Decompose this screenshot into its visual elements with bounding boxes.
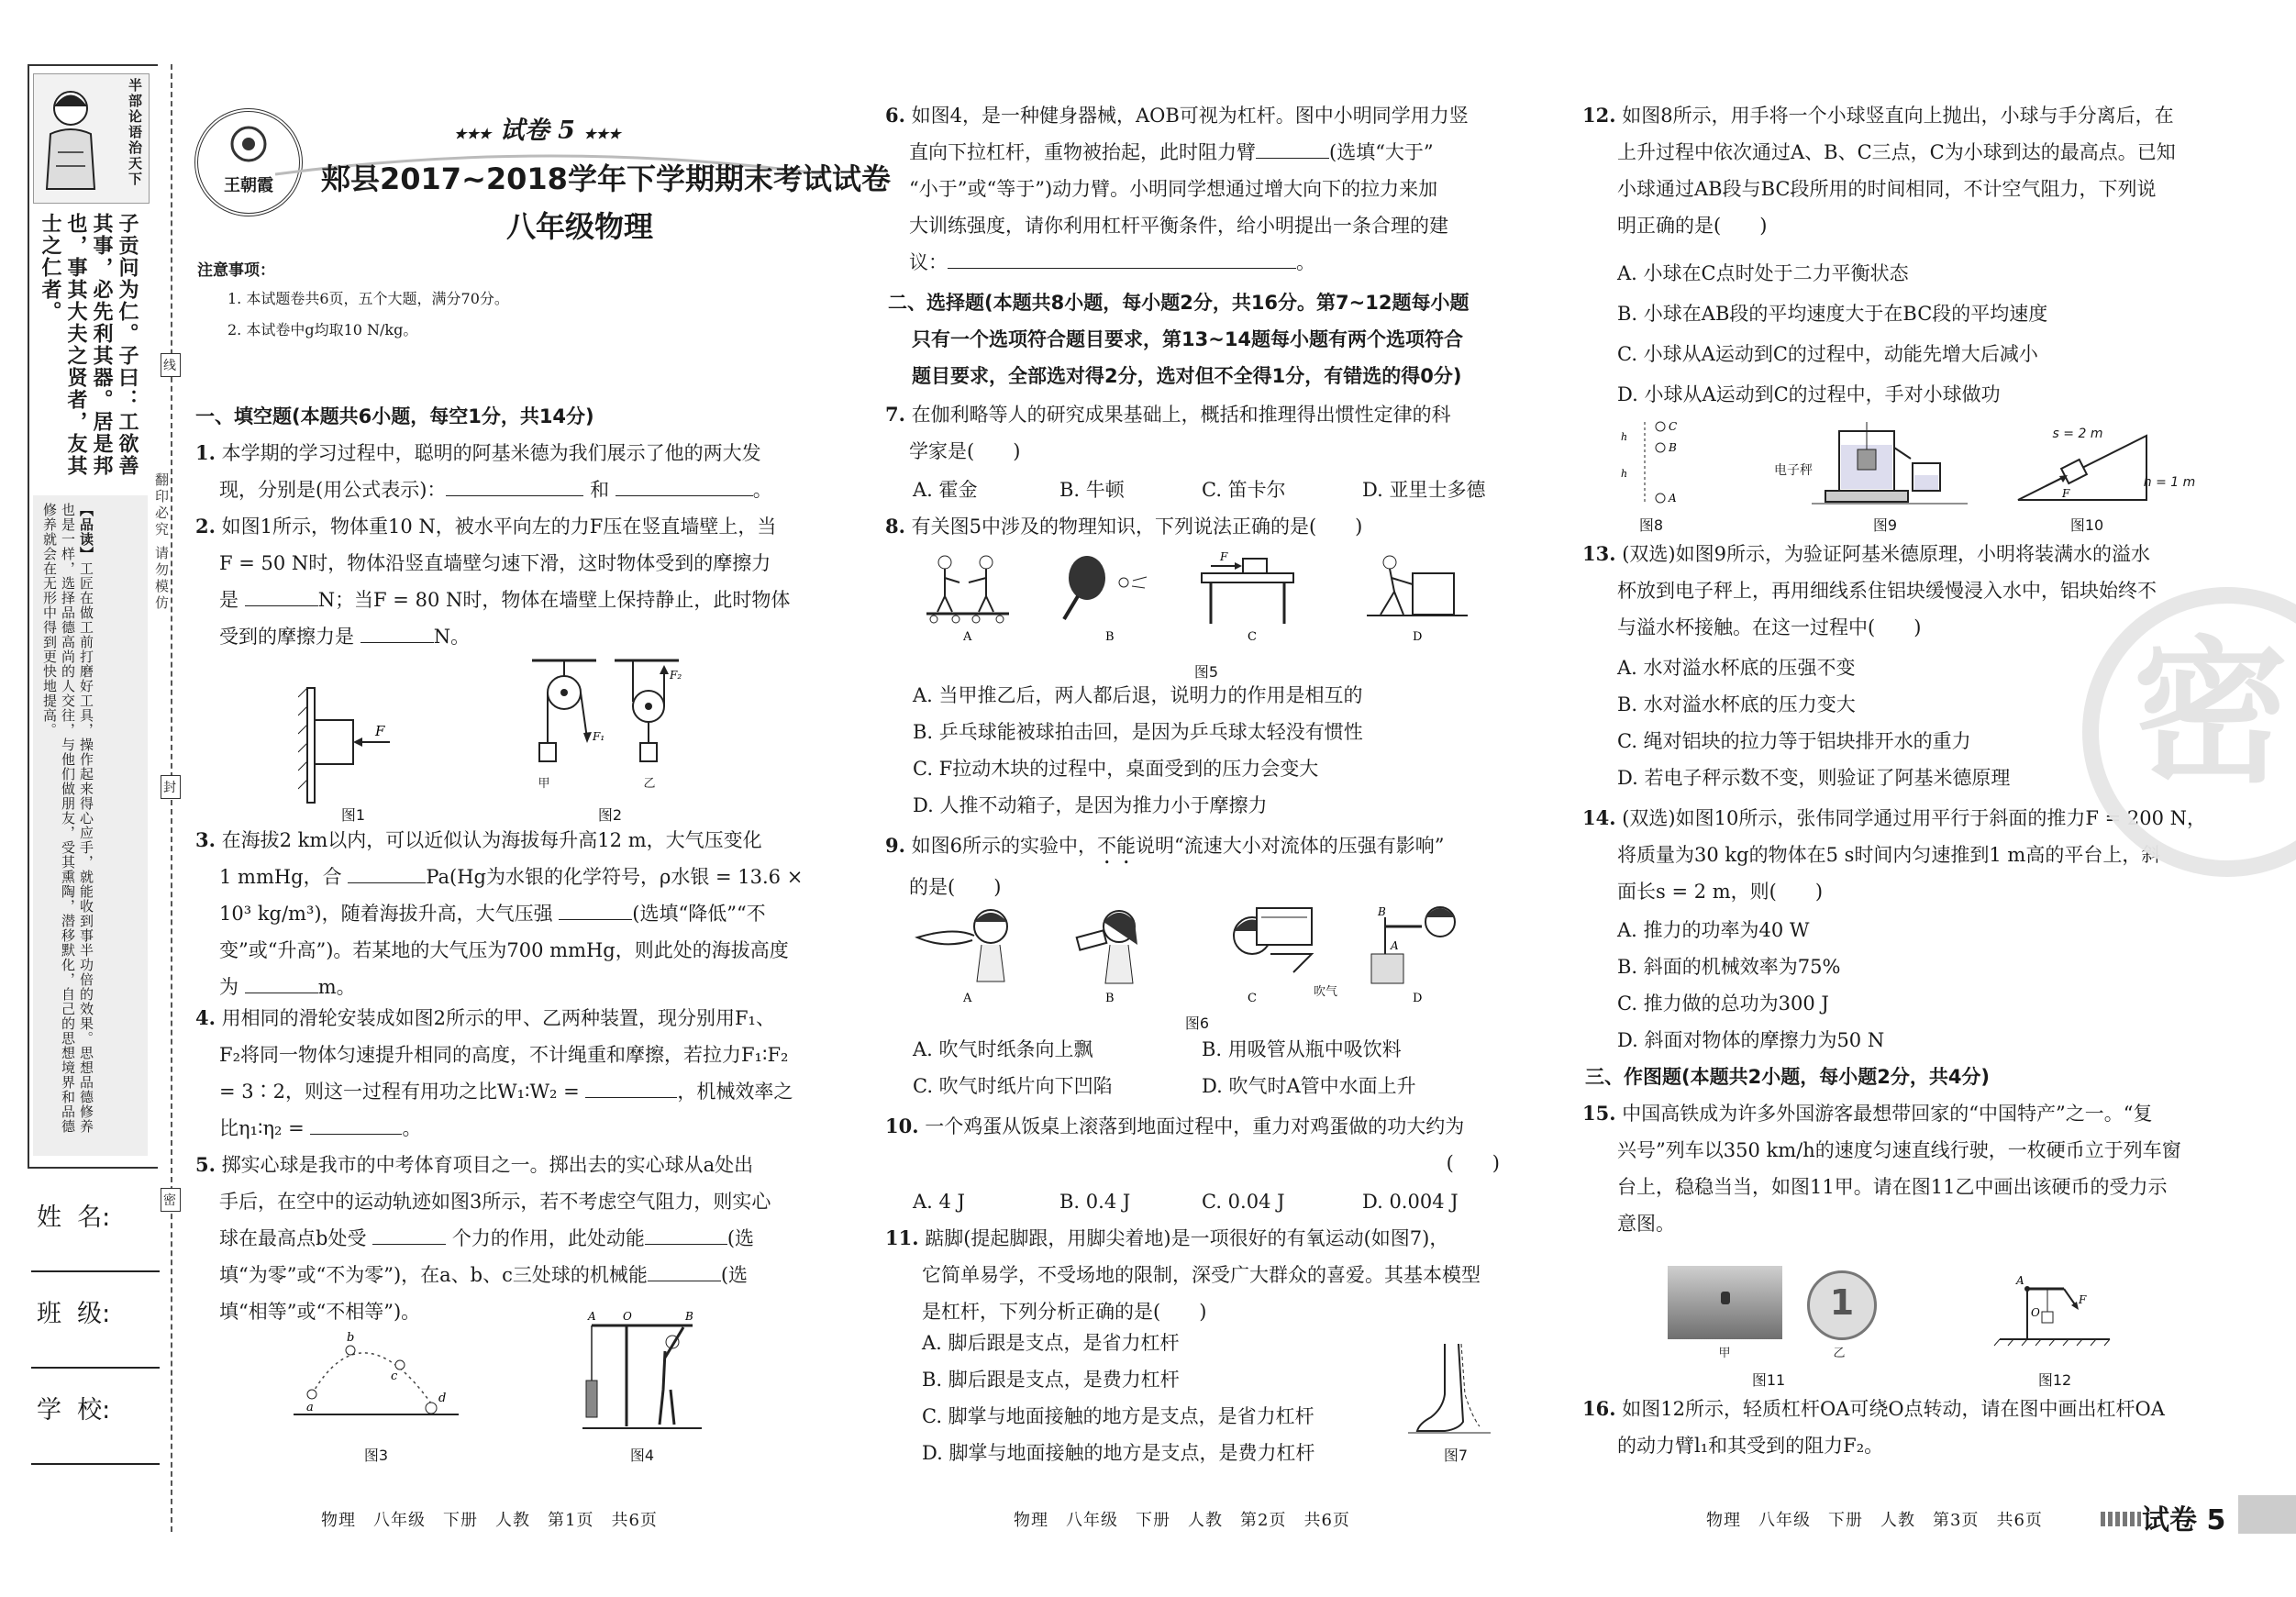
q3-no: 3. <box>195 828 216 851</box>
q12-line3: 小球通过AB段与BC段所用的时间相同，不计空气阻力，下列说 <box>1617 178 2157 200</box>
section3-title: 三、作图题(本题共2小题，每小题2分，共4分) <box>1585 1066 1991 1088</box>
svg-text:F: F <box>2062 487 2070 500</box>
q16-no: 16. <box>1582 1397 1616 1420</box>
section2-title <box>888 284 1521 394</box>
q11-option-c[interactable]: C. 脚掌与地面接触的地方是支点，是省力杠杆 <box>922 1405 1314 1427</box>
figure-12 <box>1991 1270 2119 1353</box>
svg-text:A: A <box>1669 492 1677 505</box>
svg-text:c: c <box>391 1370 398 1383</box>
q1-no: 1. <box>195 441 216 464</box>
footer-page-2: 物理 八年级 下册 人教 第2页 共6页 <box>1014 1511 1350 1530</box>
notes-item-1: 1. 本试题卷共6页，五个大题，满分70分。 <box>227 290 509 307</box>
q1-and: 和 <box>590 479 610 501</box>
q5-line5: 填“相等”或“不相等”)。 <box>219 1301 421 1323</box>
fig12-caption: 图12 <box>2037 1371 2072 1389</box>
q9-emphasis: 不能 <box>1097 835 1136 857</box>
figure-4 <box>582 1307 702 1436</box>
q10-no: 10. <box>885 1115 919 1137</box>
q9-option-d[interactable]: D. 吹气时A管中水面上升 <box>1202 1075 1416 1097</box>
q6-line5b: 。 <box>1296 251 1315 273</box>
logo-text: 王朝霞 <box>224 176 273 195</box>
q2-line3a: 是 <box>219 589 238 611</box>
q6-line4: 大训练强度，请你利用杠杆平衡条件，给小明提出一条合理的建 <box>909 215 1448 237</box>
q14-line3: 面长s = 2 m，则( ) <box>1617 881 1824 903</box>
coin-value: 1 <box>1829 1282 1855 1323</box>
fig6-caption: 图6 <box>1184 1015 1210 1032</box>
class-field-label: 班 级: <box>37 1300 111 1328</box>
q12-option-d[interactable]: D. 小球从A运动到C的过程中，手对小球做功 <box>1617 383 2001 405</box>
school-field-label: 学 校: <box>37 1396 111 1425</box>
q5-blank-1[interactable] <box>372 1244 446 1245</box>
svg-text:C: C <box>1669 420 1678 433</box>
q10-line1: 一个鸡蛋从饭桌上滚落到地面过程中，重力对鸡蛋做的功大约为 <box>925 1115 1465 1137</box>
section1-title: 一、填空题(本题共6小题，每空1分，共14分) <box>195 405 594 427</box>
q15-no: 15. <box>1582 1102 1616 1125</box>
svg-text:A: A <box>963 992 972 1004</box>
q10-option-d[interactable]: D. 0.004 J <box>1362 1191 1459 1213</box>
q9-option-a[interactable]: A. 吹气时纸条向上飘 <box>913 1038 1093 1060</box>
footer-gray-bar <box>2238 1495 2296 1534</box>
q9-option-c[interactable]: C. 吹气时纸片向下凹陷 <box>913 1075 1113 1097</box>
q8-no: 8. <box>885 515 905 538</box>
fig2-F2-label: F₂ <box>670 669 682 682</box>
fig9-scale-label: 电子秤 <box>1774 463 1813 478</box>
svg-text:B: B <box>1378 905 1386 918</box>
q1-blank-1[interactable] <box>446 495 583 496</box>
fig11-label-jia: 甲 <box>1718 1347 1731 1360</box>
q2-blank-1[interactable] <box>245 605 318 606</box>
q3-line3b: (选填“降低”“不 <box>632 903 766 925</box>
q5-blank-2[interactable] <box>645 1244 727 1245</box>
q13-option-a[interactable]: A. 水对溢水杯底的压强不变 <box>1617 657 1856 679</box>
figure-11-coin <box>1807 1270 1877 1340</box>
q4-line2: F₂将同一物体匀速提升相同的高度，不计绳重和摩擦，若拉力F₁∶F₂ <box>219 1044 789 1066</box>
fig5-c <box>1202 550 1293 644</box>
q7-line1: 在伽利略等人的研究成果基础上，概括和推理得出惯性定律的科 <box>911 404 1451 426</box>
q12-line1: 如图8所示，用手将一个小球竖直向上抛出，小球与手分离后，在 <box>1622 105 2174 127</box>
exam-subtitle: 八年级物理 <box>506 209 654 244</box>
figure-11-photo <box>1668 1266 1782 1339</box>
q7-option-a[interactable]: A. 霍金 <box>913 479 978 501</box>
footer-squares <box>2101 1512 2141 1526</box>
q9-no: 9. <box>885 834 905 857</box>
q5-line1: 掷实心球是我市的中考体育项目之一。掷出去的实心球从a处出 <box>221 1154 754 1176</box>
q14-line2: 将质量为30 kg的物体在5 s时间内匀速推到1 m高的平台上，斜 <box>1617 844 2161 866</box>
q11-line2: 它简单易学，不受场地的限制，深受广大群众的喜爱。其基本模型 <box>922 1264 1481 1286</box>
svg-text:C: C <box>1248 630 1257 644</box>
q7-option-c[interactable]: C. 笛卡尔 <box>1202 479 1286 501</box>
svg-text:B: B <box>1669 441 1677 454</box>
q2-line3b: N；当F = 80 N时，物体在墙壁上保持静止，此时物体 <box>317 589 791 611</box>
fig1-caption: 图1 <box>340 806 366 824</box>
q5-line2: 手后，在空中的运动轨迹如图3所示，若不考虑空气阻力，则实心 <box>219 1191 771 1213</box>
svg-text:d: d <box>438 1392 447 1405</box>
svg-text:D: D <box>1413 630 1423 644</box>
section2-line3: 题目要求，全部选对得2分，选对但不全得1分，有错选的得0分) <box>912 365 1462 387</box>
q16-line2: 的动力臂l₁和其受到的阻力F₂。 <box>1617 1435 1884 1457</box>
section2-line1: 二、选择题(本题共8小题，每小题2分，共16分。第7~12题每小题 <box>888 292 1470 314</box>
q12-line2: 上升过程中依次通过A、B、C三点，C为小球到达的最高点。已知 <box>1617 141 2176 163</box>
q4-blank-2[interactable] <box>310 1134 402 1135</box>
q3-line1: 在海拔2 km以内，可以近似认为海拔每升高12 m，大气压变化 <box>221 829 762 851</box>
fig11-label-yi: 乙 <box>1833 1347 1846 1360</box>
q4-line3b: ，机械效率之 <box>677 1081 793 1103</box>
fig2-label-jia: 甲 <box>538 777 550 791</box>
fig9-caption: 图9 <box>1872 516 1898 534</box>
sidebar-comment <box>40 503 95 1145</box>
q10-line2: ( ) <box>1446 1152 1500 1174</box>
exam-title: 郏县2017~2018学年下学期期末考试试卷 <box>321 161 891 196</box>
q14-line1: (双选)如图10所示，张伟同学通过用平行于斜面的推力F = 200 N， <box>1622 807 2206 829</box>
q9-line2: 的是( ) <box>909 876 1002 898</box>
q12-no: 12. <box>1582 104 1616 127</box>
figure-1 <box>298 679 408 807</box>
section2-line2: 只有一个选项符合题目要求，第13~14题每小题有两个选项符合 <box>912 328 1464 350</box>
q5-line4b: (选 <box>720 1264 749 1286</box>
svg-text:A: A <box>2016 1274 2024 1287</box>
star-decoration: ★★★ <box>454 126 492 142</box>
svg-text:A: A <box>963 630 972 644</box>
q2-line4b: N。 <box>433 626 471 648</box>
q13-line1: (双选)如图9所示，为验证阿基米德原理，小明将装满水的溢水 <box>1622 543 2150 565</box>
q13-line3: 与溢水杯接触。在这一过程中( ) <box>1617 616 1922 638</box>
svg-text:O: O <box>2031 1306 2040 1319</box>
q5-line3b: 个力的作用，此处动能 <box>451 1227 645 1249</box>
q13-option-d[interactable]: D. 若电子秤示数不变，则验证了阿基米德原理 <box>1617 767 2011 789</box>
q9-line1c: 说明“流速大小对流体的压强有影响” <box>1136 835 1445 857</box>
q13-no: 13. <box>1582 542 1616 565</box>
watermark-text: 密 <box>2132 623 2289 804</box>
q5-line4a: 填“为零”或“不为零”)，在a、b、c三处球的机械能 <box>219 1264 648 1286</box>
figure-9 <box>1812 422 1977 509</box>
q2-line1: 如图1所示，物体重10 N，被水平向左的力F压在竖直墙壁上，当 <box>221 516 777 538</box>
q11-option-a[interactable]: A. 脚后跟是支点，是省力杠杆 <box>922 1332 1180 1354</box>
footer-paper-tag: 试卷 5 <box>2142 1504 2226 1536</box>
q11 <box>885 1220 1527 1330</box>
svg-text:C: C <box>1248 992 1257 1004</box>
q8-option-c[interactable]: C. F拉动木块的过程中，桌面受到的压力会变大 <box>913 758 1319 780</box>
figure-5 <box>917 546 1486 647</box>
q14-no: 14. <box>1582 806 1616 829</box>
q5-no: 5. <box>195 1153 216 1176</box>
q12-line4: 明正确的是( ) <box>1617 215 1768 237</box>
q9-line1a: 如图6所示的实验中， <box>911 835 1097 857</box>
q1-line2: 现，分别是(用公式表示)： <box>219 479 447 501</box>
coin-on-sill <box>1721 1292 1730 1304</box>
svg-text:O: O <box>623 1310 632 1323</box>
q4-line1: 用相同的滑轮安装成如图2所示的甲、乙两种装置，现分别用F₁、 <box>221 1007 775 1029</box>
fig8-caption: 图8 <box>1638 516 1664 534</box>
q13-option-b[interactable]: B. 水对溢水杯底的压力变大 <box>1617 693 1856 715</box>
q7-option-d[interactable]: D. 亚里士多德 <box>1362 479 1486 501</box>
q1-blank-2[interactable] <box>616 495 753 496</box>
q10 <box>885 1108 1527 1181</box>
svg-text:A: A <box>588 1310 596 1323</box>
sidebar-quote: 子贡问为仁。子曰：工欲善其事，必先利其器。居是邦也，事其大夫之贤者，友其士之仁者。 <box>39 213 139 477</box>
q10-option-c[interactable]: C. 0.04 J <box>1202 1191 1285 1213</box>
footer-page-3: 物理 八年级 下册 人教 第3页 共6页 <box>1706 1511 2043 1530</box>
q6-line2b: (选填“大于” <box>1329 141 1434 163</box>
fig5-b <box>1064 556 1147 644</box>
q13-option-c[interactable]: C. 绳对铝块的拉力等于铝块排开水的重力 <box>1617 730 1971 752</box>
q2-no: 2. <box>195 515 216 538</box>
q3-line4: 变”或“升高”)。若某地的大气压为700 mmHg，则此处的海拔高度 <box>219 939 789 961</box>
q12 <box>1582 97 2224 244</box>
q7-no: 7. <box>885 403 905 426</box>
q5-line3c: (选 <box>727 1227 755 1249</box>
svg-text:b: b <box>347 1331 355 1345</box>
q15-line2: 兴号”列车以350 km/h的速度匀速直线行驶，一枚硬币立于列车窗 <box>1617 1139 2181 1161</box>
name-field-line[interactable] <box>31 1270 160 1272</box>
q8-option-b[interactable]: B. 乒乓球能被球拍击回，是因为乒乓球太轻没有惯性 <box>913 721 1363 743</box>
q3-blank-1[interactable] <box>348 882 426 883</box>
q16 <box>1582 1391 2243 1464</box>
q1-text: 本学期的学习过程中，聪明的阿基米德为我们展示了他的两大发 <box>221 442 761 464</box>
q5 <box>195 1147 828 1330</box>
q11-option-b[interactable]: B. 脚后跟是支点，是费力杠杆 <box>922 1369 1180 1391</box>
fig10-caption: 图10 <box>2069 516 2104 534</box>
star-decoration: ★★★ <box>583 126 621 142</box>
q15 <box>1582 1095 2224 1242</box>
svg-text:h: h <box>1621 468 1628 480</box>
svg-text:B: B <box>685 1310 693 1323</box>
q15-line4: 意图。 <box>1617 1213 1675 1235</box>
cut-mark-3: 密 <box>161 1188 181 1212</box>
q4-blank-1[interactable] <box>585 1097 677 1098</box>
figure-7 <box>1408 1339 1491 1440</box>
q13-line2: 杯放到电子秤上，再用细线系住铝块缓慢浸入水中，铝块始终不 <box>1617 580 2157 602</box>
q6-line5a: 议： <box>909 251 948 273</box>
fig5-d <box>1367 556 1468 644</box>
q6-line1: 如图4，是一种健身器械，AOB可视为杠杆。图中小明同学用力竖 <box>911 105 1469 127</box>
fig6-c <box>1234 908 1312 1004</box>
q14-option-c[interactable]: C. 推力做的总功为300 J <box>1617 993 1829 1015</box>
q14-option-d[interactable]: D. 斜面对物体的摩擦力为50 N <box>1617 1029 1885 1051</box>
q15-line3: 台上，稳稳当当，如图11甲。请在图11乙中画出该硬币的受力示 <box>1617 1176 2168 1198</box>
svg-text:B: B <box>1105 992 1115 1004</box>
q7-line2: 学家是( ) <box>909 440 1021 462</box>
fig3-caption: 图3 <box>363 1447 389 1464</box>
figure-3 <box>294 1321 459 1431</box>
badge-text: 半部论语治天下 <box>127 78 143 187</box>
q2-blank-2[interactable] <box>360 642 434 643</box>
fig6-a <box>917 910 1007 1004</box>
q8 <box>885 508 1527 545</box>
class-field-line[interactable] <box>31 1367 160 1369</box>
q10-option-b[interactable]: B. 0.4 J <box>1059 1191 1131 1213</box>
q11-option-d[interactable]: D. 脚掌与地面接触的地方是支点，是费力杠杆 <box>922 1442 1315 1464</box>
q16-line1: 如图12所示，轻质杠杆OA可绕O点转动，请在图中画出杠杆OA <box>1622 1398 2165 1420</box>
q8-option-d[interactable]: D. 人推不动箱子，是因为推力小于摩擦力 <box>913 794 1268 816</box>
q8-line1: 有关图5中涉及的物理知识，下列说法正确的是( ) <box>911 516 1363 538</box>
q9 <box>885 827 1527 905</box>
fig5-caption: 图5 <box>1193 663 1219 681</box>
q12-option-c[interactable]: C. 小球从A运动到C的过程中，动能先增大后减小 <box>1617 343 2038 365</box>
q3-line5a: 为 <box>219 976 238 998</box>
q6-no: 6. <box>885 104 905 127</box>
fig2-label-yi: 乙 <box>643 777 656 791</box>
scholar-illustration <box>34 79 107 198</box>
q1 <box>195 435 819 508</box>
school-field-line[interactable] <box>31 1463 160 1465</box>
q1-end: 。 <box>752 479 772 501</box>
name-field-label: 姓 名: <box>37 1203 111 1232</box>
comment-body: 工匠在做工前打磨好工具，操作起来得心应手，就能收到事半功倍的效果。思想品德修养也是一样，选择品德高尚的人交往，与他们做朋友，受其熏陶，潜移默化，自己的思想境界和品德修养就会在无形中得到更快地提高。 <box>41 503 94 1134</box>
fig4-caption: 图4 <box>629 1447 655 1464</box>
notice-text: 翻印必究 请勿模仿 <box>153 472 170 612</box>
q4-line3a: = 3∶2，则这一过程有用功之比W₁∶W₂ = <box>219 1081 580 1103</box>
fig6-b <box>1077 911 1137 1004</box>
svg-text:F: F <box>1220 550 1228 563</box>
fig6-d <box>1371 905 1455 1004</box>
figure-8 <box>1619 417 1692 509</box>
fig10-h-label: h = 1 m <box>2143 475 2196 490</box>
fig7-caption: 图7 <box>1443 1447 1469 1464</box>
svg-text:B: B <box>1105 630 1115 644</box>
q11-no: 11. <box>885 1226 919 1249</box>
sidebar-badge <box>33 73 150 204</box>
q4-line4a: 比η₁∶η₂ = <box>219 1117 305 1139</box>
q3-line5b: m。 <box>317 976 356 998</box>
cut-mark-2: 封 <box>161 775 181 799</box>
q3-line3a: 10³ kg/m³)，随着海拔升高，大气压强 <box>219 903 553 925</box>
q11-line1: 踮脚(提起脚跟，用脚尖着地)是一项很好的有氧运动(如图7)， <box>925 1227 1449 1249</box>
q3-line2b: Pa(Hg为水银的化学符号，ρ水银 = 13.6 × <box>426 866 804 888</box>
paper-number <box>454 110 621 146</box>
fig10-s-label: s = 2 m <box>2052 427 2103 441</box>
paper-number-text: 试卷 5 <box>499 116 575 145</box>
fig6-blow-label: 吹气 <box>1313 985 1337 999</box>
q3-line2a: 1 mmHg，合 <box>219 866 342 888</box>
q4 <box>195 1000 828 1147</box>
q6-blank-1[interactable] <box>1256 158 1329 159</box>
q4-line4b: 。 <box>402 1117 422 1139</box>
q6-blank-2[interactable] <box>948 268 1296 269</box>
svg-text:F: F <box>2079 1293 2087 1306</box>
notes-item-2: 2. 本试卷中g均取10 N/kg。 <box>227 321 418 338</box>
cut-mark-1: 线 <box>161 353 181 377</box>
notes-title: 注意事项： <box>197 261 275 280</box>
q2-line4a: 受到的摩擦力是 <box>219 626 354 648</box>
svg-text:h: h <box>1621 431 1628 443</box>
q9-option-b[interactable]: B. 用吸管从瓶中吸饮料 <box>1202 1038 1402 1060</box>
q12-option-b[interactable]: B. 小球在AB段的平均速度大于在BC段的平均速度 <box>1617 303 2048 325</box>
q12-option-a[interactable]: A. 小球在C点时处于二力平衡状态 <box>1617 262 1909 284</box>
fig2-F1-label: F₁ <box>593 730 605 743</box>
comment-title: 【品读】 <box>78 503 94 561</box>
svg-text:D: D <box>1413 992 1423 1004</box>
q6 <box>885 97 1527 281</box>
q11-line3: 是杠杆，下列分析正确的是( ) <box>922 1301 1207 1323</box>
fig2-caption: 图2 <box>597 806 623 824</box>
q6-line3: “小于”或“等于”)动力臂。小明同学想通过增大向下的拉力来加 <box>909 178 1438 200</box>
svg-text:A: A <box>1391 939 1399 952</box>
svg-text:a: a <box>306 1401 314 1414</box>
q15-line1: 中国高铁成为许多外国游客最想带回家的“中国特产”之一。“复 <box>1622 1103 2153 1125</box>
q7-option-b[interactable]: B. 牛顿 <box>1059 479 1125 501</box>
q6-line2a: 直向下拉杠杆，重物被抬起，此时阻力臂 <box>909 141 1256 163</box>
fig5-a <box>926 556 1009 644</box>
q4-no: 4. <box>195 1006 216 1029</box>
q8-option-a[interactable]: A. 当甲推乙后，两人都后退，说明力的作用是相互的 <box>913 684 1363 706</box>
q2 <box>195 508 828 655</box>
footer-page-1: 物理 八年级 下册 人教 第1页 共6页 <box>321 1511 658 1530</box>
figure-6 <box>908 899 1477 1004</box>
fig11-caption: 图11 <box>1751 1371 1786 1389</box>
q3 <box>195 822 828 1005</box>
q5-line3a: 球在最高点b处受 <box>219 1227 367 1249</box>
q10-option-a[interactable]: A. 4 J <box>913 1191 965 1213</box>
q3-blank-2[interactable] <box>559 919 632 920</box>
q14-option-a[interactable]: A. 推力的功率为40 W <box>1617 919 1810 941</box>
q7 <box>885 396 1527 470</box>
fig1-F-label: F <box>375 723 385 739</box>
q2-line2: F = 50 N时，物体沿竖直墙壁匀速下滑，这时物体受到的摩擦力 <box>219 552 771 574</box>
q14-option-b[interactable]: B. 斜面的机械效率为75% <box>1617 956 1841 978</box>
